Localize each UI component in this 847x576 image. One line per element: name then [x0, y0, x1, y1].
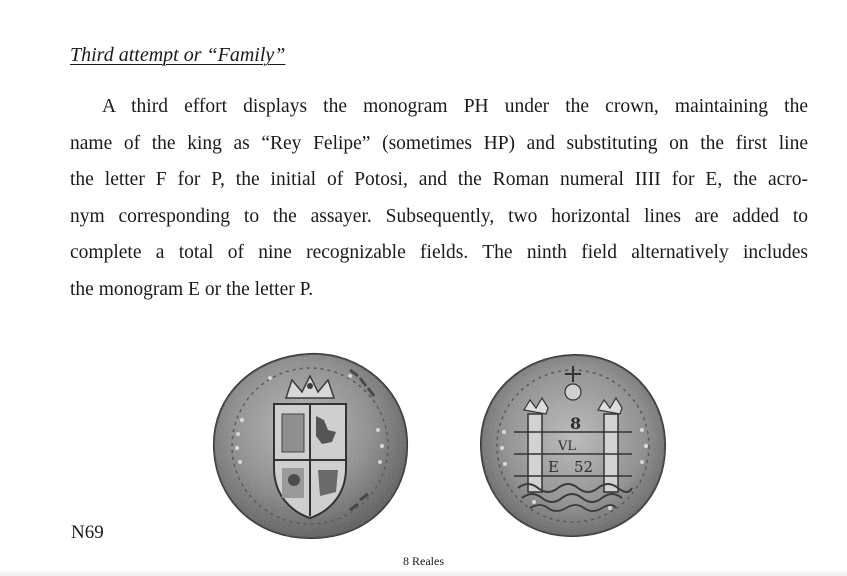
svg-text:52: 52	[574, 458, 594, 476]
coin-obverse-image	[210, 350, 410, 540]
paragraph-line: nym corresponding to the assayer. Subsequently, two horizontal lines are added to	[70, 205, 808, 227]
svg-text:8: 8	[570, 414, 582, 433]
body-paragraph	[70, 89, 808, 308]
paragraph-line: A third effort displays the monogram PH under the crown, maintaining the	[102, 96, 808, 117]
catalog-number: N69	[71, 522, 104, 543]
coin-reverse-image	[478, 352, 668, 538]
paragraph-line: complete a total of nine recognizable fields. The ninth field alternatively includes	[70, 242, 808, 263]
paragraph-line: the letter F for P, the initial of Potosi, and the Roman numeral IIII for E, the acro-	[70, 169, 808, 190]
section-title: Third attempt or “Family”	[70, 44, 286, 66]
paragraph-line: the monogram E or the letter P.	[70, 278, 314, 300]
svg-text:VL: VL	[558, 439, 577, 454]
page-edge-shadow	[0, 570, 847, 576]
paragraph-line: name of the king as “Rey Felipe” (sometimes HP) and substituting on the first line	[70, 132, 808, 154]
figure-caption: 8 Reales	[403, 554, 444, 568]
svg-text:E: E	[548, 458, 559, 476]
